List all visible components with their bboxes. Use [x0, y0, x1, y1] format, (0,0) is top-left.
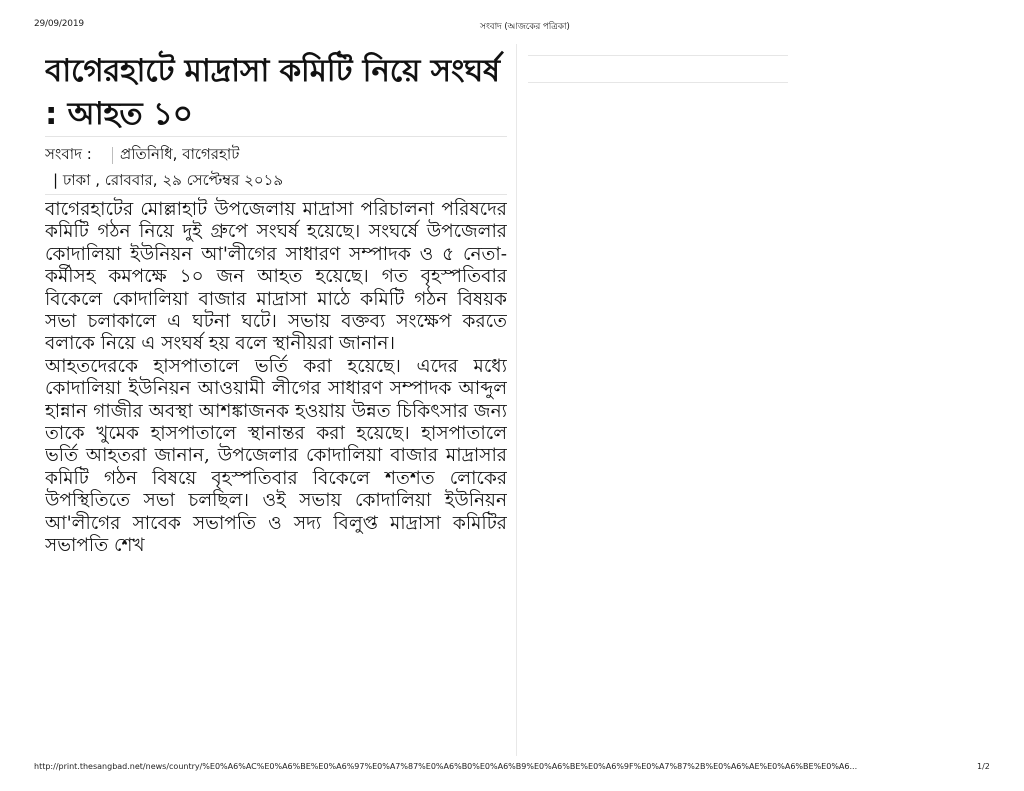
sidebar-rule: [528, 82, 788, 83]
sidebar-rule: [528, 55, 788, 56]
article-body: [45, 199, 507, 558]
article-paragraph: আহতদেরকে হাসপাতালে ভর্তি করা হয়েছে। এদের মধ্যে কোদালিয়া ইউনিয়ন আওয়ামী লীগের সাধারণ সম্পাদক আব্দুল হান্নান গাজীর অবস্থা আশঙ্কাজনক হওয়ায় উন্নত চিকিৎসার জন্য তাকে খুমেক হাসপাতালে স্থানান্তর করা হয়েছে। হাসপাতালে ভর্তি আহতরা জানান, উপজেলার কোদালিয়া বাজার মাদ্রাসার কমিটি গঠন বিষয়ে বৃহস্পতিবার বিকেলে শতশত লোকের উপস্থিতিতে সভা চলছিল। ওই সভায় কোদালিয়া ইউনিয়ন আ'লীগের সাবেক সভাপতি ও সদ্য বিলুপ্ত মাদ্রাসা কমিটির সভাপতি শেখ: [45, 355, 507, 557]
print-page-title: সংবাদ (আজকের পত্রিকা): [480, 22, 570, 32]
article-dateline: | ঢাকা , রোববার, ২৯ সেপ্টেম্বর ২০১৯: [53, 170, 284, 189]
byline-author: প্রতিনিধি, বাগেরহাট: [120, 144, 240, 163]
print-date: 29/09/2019: [34, 19, 84, 29]
column-divider: [516, 44, 517, 756]
byline-separator: [112, 147, 113, 164]
dateline-divider: [45, 194, 507, 195]
print-url: http://print.thesangbad.net/news/country/%E0%A6%AC%E0%A6%BE%E0%A6%97%E0%A7%87%E0%A6%B0%E0%A6%B9%E0%A6%BE%E0%A6%9F%E0%A7%87%2B%E0%A6%AE%E0%A6%BE%E0%A6...: [34, 762, 858, 771]
article-paragraph: বাগেরহাটের মোল্লাহাট উপজেলায় মাদ্রাসা পরিচালনা পরিষদের কমিটি গঠন নিয়ে দুই গ্রুপে সংঘর্ষ হয়েছে। সংঘর্ষে উপজেলার কোদালিয়া ইউনিয়ন আ'লীগের সাধারণ সম্পাদক ও ৫ নেতা-কর্মীসহ কমপক্ষে ১০ জন আহত হয়েছে। গত বৃহস্পতিবার বিকেলে কোদালিয়া বাজার মাদ্রাসা মাঠে কমিটি গঠন বিষয়ক সভা চলাকালে এ ঘটনা ঘটে। সভায় বক্তব্য সংক্ষেপ করতে বলাকে নিয়ে এ সংঘর্ষ হয় বলে স্থানীয়রা জানান।: [45, 199, 507, 355]
byline-label: সংবাদ :: [45, 144, 92, 163]
headline-divider: [45, 136, 507, 137]
article-headline: বাগেরহাটে মাদ্রাসা কমিটি নিয়ে সংঘর্ষ : আহত ১০: [45, 53, 500, 132]
print-page-number: 1/2: [977, 762, 990, 771]
byline: [45, 142, 507, 168]
article: [45, 50, 507, 755]
